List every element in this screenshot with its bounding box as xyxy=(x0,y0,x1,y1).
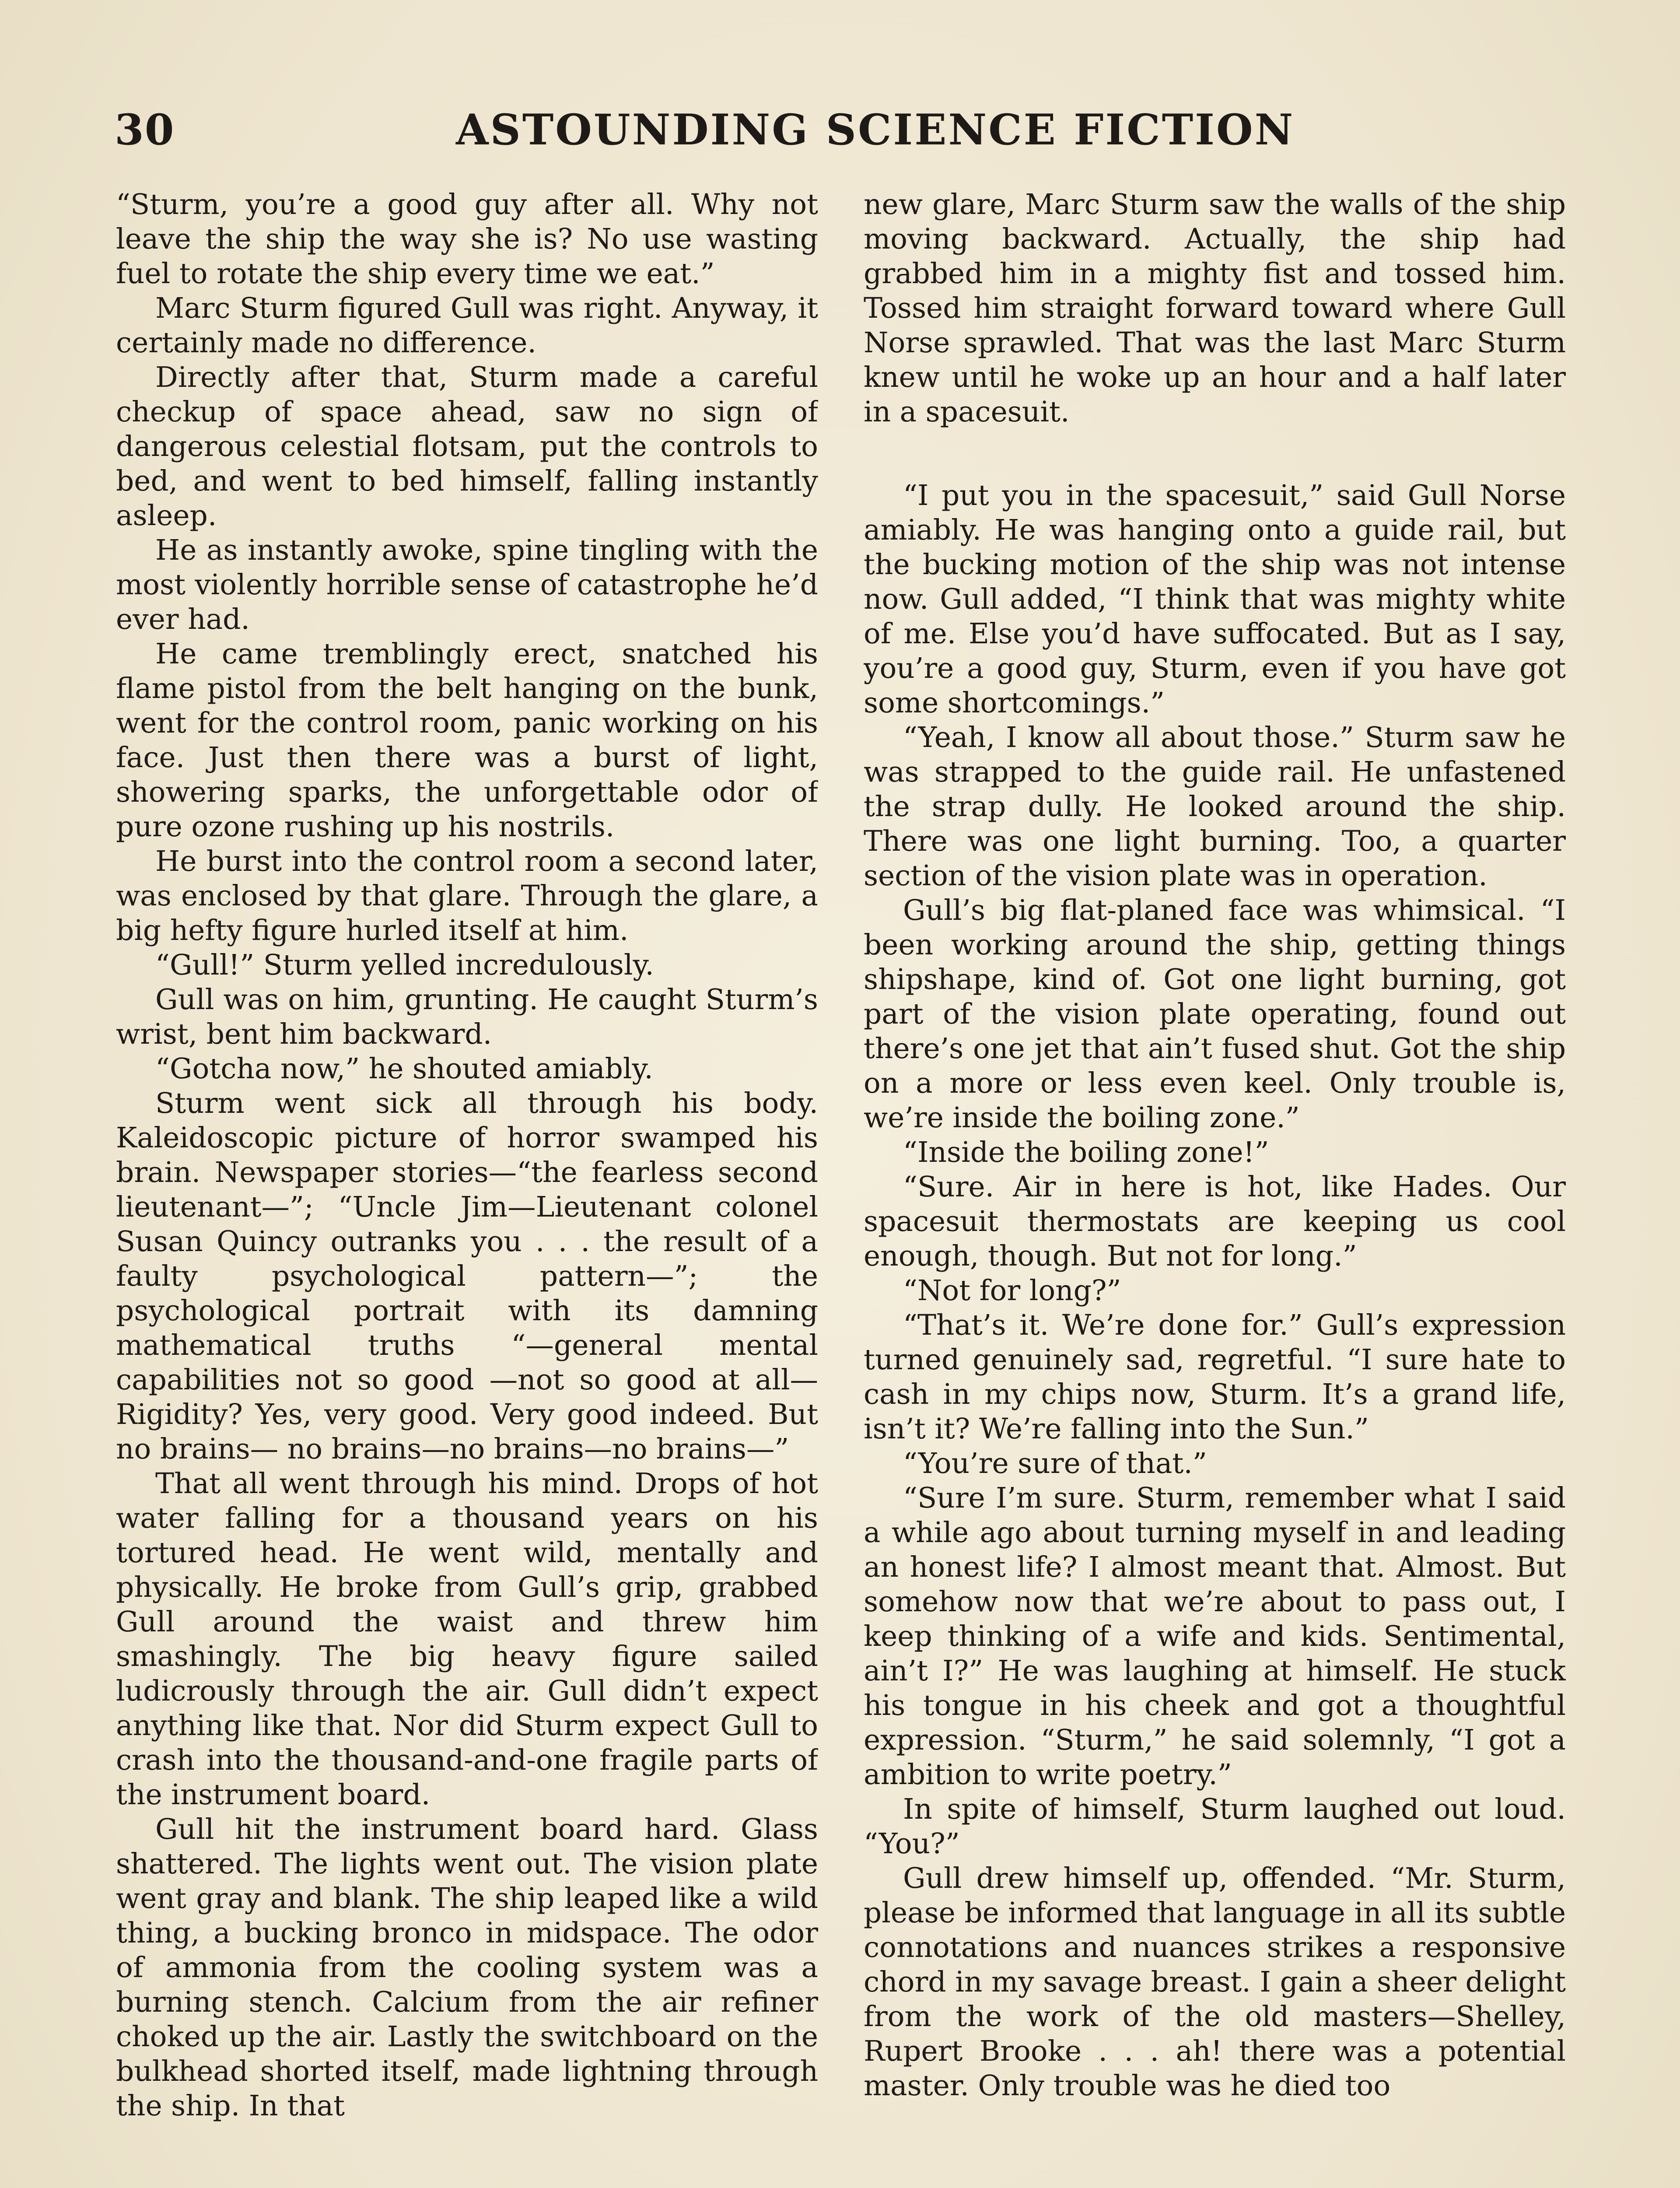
left-text-column xyxy=(116,187,818,2188)
page-number: 30 xyxy=(115,105,175,154)
paragraph: “Gull!” Sturm yelled incredulously. xyxy=(155,949,654,982)
paragraph: “Sure. Air in here is hot, like Hades. Our spacesuit thermostats are keeping us cool enough, though. But not for long.” xyxy=(864,1171,1566,1273)
paragraph: Gull hit the instrument board hard. Glass shattered. The lights went out. The vision plate went gray and blank. The ship leaped like a wild thing, a bucking bronco in midspace. The odor of ammonia from the cooling system was a burning stench. Calcium from the air refiner choked up the air. Lastly the switchboard on the bulkhead shorted itself, made lightning through the ship. In that xyxy=(116,1813,818,2122)
paragraph: “That’s it. We’re done for.” Gull’s expression turned genuinely sad, regretful. “I sure hate to cash in my chips now, Sturm. It’s a grand life, isn’t it? We’re falling into the Sun.” xyxy=(864,1309,1566,1445)
paragraph: Sturm went sick all through his body. Kaleidoscopic picture of horror swamped his brain. Newspaper stories—“the fearless second lieutenant—”; “Uncle Jim—Lieutenant colonel Susan Quincy outranks you . . . the result of a faulty psychological pattern—”; the psychological portrait with its damning mathematical truths “—general mental capabilities not so good —not so good at all—Rigidity? Yes, very good. Very good indeed. But no brains— no brains—no brains—no brains—” xyxy=(116,1087,818,1466)
paragraph: “I put you in the spacesuit,” said Gull Norse amiably. He was hanging onto a guide rail, but the bucking motion of the ship was not intense now. Gull added, “I think that was mighty white of me. Else you’d have suffocated. But as I say, you’re a good guy, Sturm, even if you have got some shortcomings.” xyxy=(864,479,1566,719)
paragraph: Marc Sturm figured Gull was right. Anyway, it certainly made no difference. xyxy=(116,292,818,359)
paragraph: “Gotcha now,” he shouted amiably. xyxy=(155,1052,653,1085)
paragraph: Gull drew himself up, offended. “Mr. Sturm, please be informed that language in all its subtle connotations and nuances strikes a responsive chord in my savage breast. I gain a sheer delight from the work of the old masters—Shelley, Rupert Brooke . . . ah! there was a potential master. Only trouble was he died too xyxy=(864,1862,1566,2102)
paragraph: He came tremblingly erect, snatched his flame pistol from the belt hanging on the bunk, went for the control room, panic working on his face. Just then there was a burst of light, showering sparks, the unforgettable odor of pure ozone rushing up his nostrils. xyxy=(116,638,818,843)
paragraph: That all went through his mind. Drops of hot water falling for a thousand years on his tortured head. He went wild, mentally and physically. He broke from Gull’s grip, grabbed Gull around the waist and threw him smashingly. The big heavy figure sailed ludicrously through the air. Gull didn’t expect anything like that. Nor did Sturm expect Gull to crash into the thousand-and-one fragile parts of the instrument board. xyxy=(116,1467,818,1811)
paragraph: “Not for long?” xyxy=(903,1274,1121,1307)
paragraph: In spite of himself, Sturm laughed out loud. “You?” xyxy=(864,1793,1566,1860)
paragraph: “You’re sure of that.” xyxy=(903,1447,1207,1480)
paragraph: Directly after that, Sturm made a careful checkup of space ahead, saw no sign of dangerous celestial flotsam, put the controls to bed, and went to bed himself, falling instantly asleep. xyxy=(116,361,818,532)
paragraph: “Inside the boiling zone!” xyxy=(903,1136,1269,1169)
paragraph: Gull’s big flat-planed face was whimsical. “I been working around the ship, getting things shipshape, kind of. Got one light burning, got part of the vision plate operating, found out there’s one jet that ain’t fused shut. Got the ship on a more or less even keel. Only trouble is, we’re inside the boiling zone.” xyxy=(864,894,1566,1134)
paragraph: He as instantly awoke, spine tingling with the most violently horrible sense of catastrophe he’d ever had. xyxy=(116,534,818,636)
page-header xyxy=(115,105,1567,162)
paragraph: Gull was on him, grunting. He caught Sturm’s wrist, bent him backward. xyxy=(116,983,818,1051)
paragraph: “Yeah, I know all about those.” Sturm saw he was strapped to the guide rail. He unfastened the strap dully. He looked around the ship. There was one light burning. Too, a quarter section of the vision plate was in operation. xyxy=(864,721,1566,892)
paragraph: new glare, Marc Sturm saw the walls of the ship moving backward. Actually, the ship had grabbed him in a mighty fist and tossed him. Tossed him straight forward toward where Gull Norse sprawled. That was the last Marc Sturm knew until he woke up an hour and a half later in a spacesuit. xyxy=(864,188,1566,428)
paragraph: “Sure I’m sure. Sturm, remember what I said a while ago about turning myself in and leading an honest life? I almost meant that. Almost. But somehow now that we’re about to pass out, I keep thinking of a wife and kids. Sentimental, ain’t I?” He was laughing at himself. He stuck his tongue in his cheek and got a thoughtful expression. “Sturm,” he said solemnly, “I got a ambition to write poetry.” xyxy=(864,1482,1566,1791)
paragraph: He burst into the control room a second later, was enclosed by that glare. Through the glare, a big hefty figure hurled itself at him. xyxy=(116,845,818,947)
magazine-title: ASTOUNDING SCIENCE FICTION xyxy=(456,105,1295,154)
right-text-column xyxy=(864,187,1566,2188)
paragraph: “Sturm, you’re a good guy after all. Why not leave the ship the way she is? No use wasting fuel to rotate the ship every time we eat.” xyxy=(116,188,818,290)
